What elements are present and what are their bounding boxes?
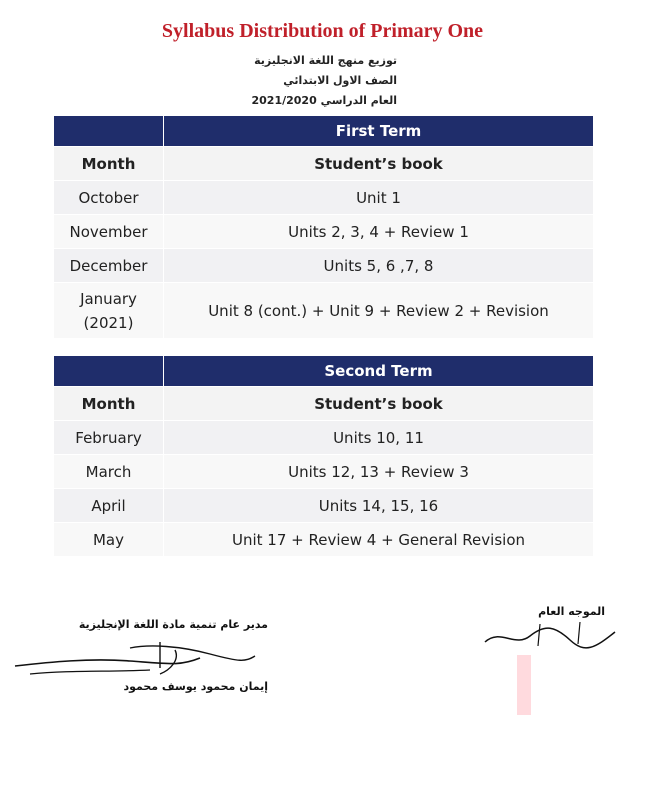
table-row <box>54 283 593 339</box>
month-cell: October <box>54 181 164 215</box>
arabic-line-1: توزيع منهج اللغة الانجليزية <box>254 54 397 67</box>
table-row <box>54 489 593 523</box>
month-cell: March <box>54 455 164 489</box>
table-row <box>54 215 593 249</box>
month-cell: February <box>54 421 164 455</box>
table-row <box>54 249 593 283</box>
book-cell: Unit 8 (cont.) + Unit 9 + Review 2 + Revision <box>164 283 594 339</box>
book-cell: Units 5, 6 ,7, 8 <box>164 249 594 283</box>
book-cell: Units 14, 15, 16 <box>164 489 594 523</box>
left-signature-scribble <box>10 636 260 682</box>
first-term-header-row <box>54 116 593 147</box>
table-row <box>54 455 593 489</box>
first-term-heading: First Term <box>164 116 594 147</box>
book-cell: Units 12, 13 + Review 3 <box>164 455 594 489</box>
column-student-book: Student’s book <box>164 387 594 421</box>
right-signature-scribble <box>480 618 620 654</box>
header-spacer <box>54 356 164 387</box>
left-signatory-title: مدير عام تنمية مادة اللغة الإنجليزية <box>78 618 268 631</box>
table-row <box>54 421 593 455</box>
arabic-line-2: الصف الاول الابتدائي <box>283 74 397 87</box>
stamp-mark <box>517 655 531 715</box>
month-cell: December <box>54 249 164 283</box>
book-cell: Unit 17 + Review 4 + General Revision <box>164 523 594 557</box>
month-cell: November <box>54 215 164 249</box>
month-cell <box>54 283 164 339</box>
document-title: Syllabus Distribution of Primary One <box>161 20 484 42</box>
month-year: (2021) <box>83 313 134 332</box>
left-signatory-name: إيمان محمود يوسف محمود <box>123 680 268 693</box>
table-row <box>54 181 593 215</box>
month-cell: May <box>54 523 164 557</box>
header-spacer <box>54 116 164 147</box>
column-student-book: Student’s book <box>164 147 594 181</box>
second-term-heading: Second Term <box>164 356 594 387</box>
second-term-column-headers <box>54 387 593 421</box>
book-cell: Unit 1 <box>164 181 594 215</box>
right-signatory-title: الموجه العام <box>538 605 605 618</box>
second-term-header-row <box>54 356 593 387</box>
month-name: January <box>80 289 137 308</box>
month-cell: April <box>54 489 164 523</box>
column-month: Month <box>54 147 164 181</box>
book-cell: Units 2, 3, 4 + Review 1 <box>164 215 594 249</box>
column-month: Month <box>54 387 164 421</box>
first-term-table <box>54 116 593 339</box>
arabic-line-3: العام الدراسي 2021/2020 <box>251 94 397 107</box>
second-term-table <box>54 356 593 557</box>
book-cell: Units 10, 11 <box>164 421 594 455</box>
table-row <box>54 523 593 557</box>
first-term-column-headers <box>54 147 593 181</box>
